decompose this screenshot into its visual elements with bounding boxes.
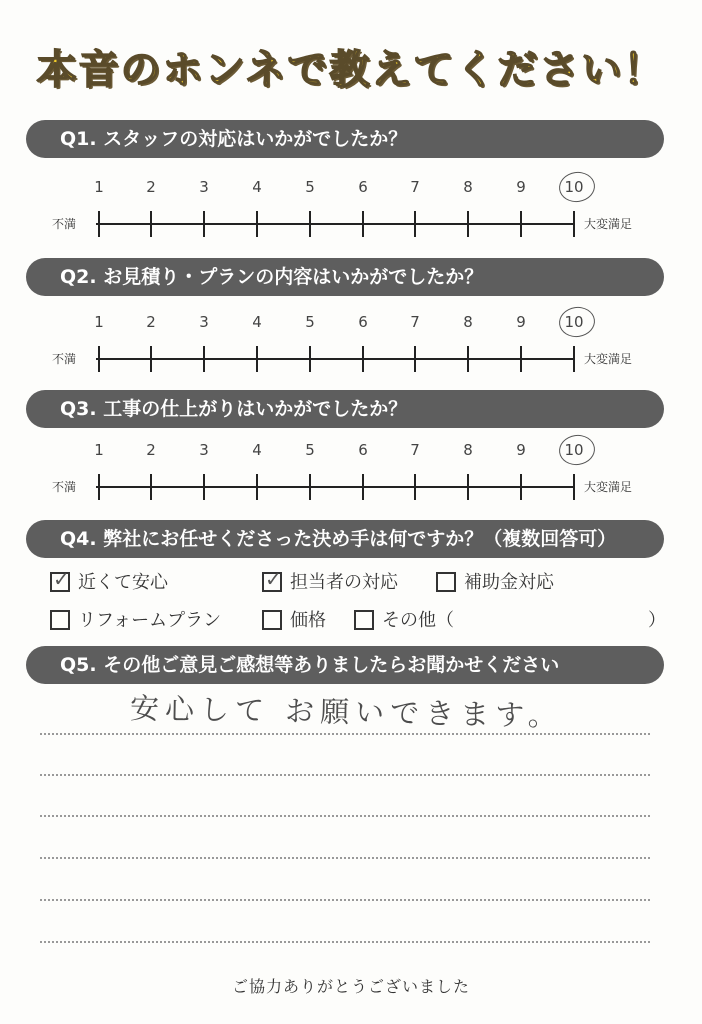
scale-number-8[interactable]: 8	[463, 441, 473, 459]
scale-number-10[interactable]: 10	[564, 313, 584, 331]
handwritten-answer: 安心して お願いできます。	[129, 691, 564, 733]
scale-number-10[interactable]: 10	[564, 441, 584, 459]
scale-number-7[interactable]: 7	[410, 313, 420, 331]
answer-line	[40, 774, 650, 776]
scale-tick	[256, 346, 258, 372]
checkbox[interactable]	[50, 567, 70, 592]
scale-tick	[573, 346, 575, 372]
checkbox[interactable]	[436, 572, 456, 592]
scale-tick	[203, 474, 205, 500]
scale-number-7[interactable]: 7	[410, 441, 420, 459]
option-label: 担当者の対応	[290, 572, 398, 593]
question-5-header: Q5. その他ご意見ご感想等ありましたらお聞かせください	[26, 646, 664, 684]
scale-tick	[150, 211, 152, 237]
scale-number-5[interactable]: 5	[305, 178, 315, 196]
scale-tick	[467, 211, 469, 237]
option-label: 価格	[290, 610, 326, 631]
scale-tick	[203, 346, 205, 372]
checkbox[interactable]	[262, 567, 282, 592]
scale-number-1[interactable]: 1	[94, 313, 104, 331]
scale-number-8[interactable]: 8	[463, 178, 473, 196]
checkbox[interactable]	[50, 610, 70, 630]
scale-tick	[98, 211, 100, 237]
option-staff-response[interactable]	[262, 568, 398, 594]
scale-tick	[150, 474, 152, 500]
scale-left-label: 不満	[52, 217, 77, 231]
scale-right-label: 大変満足	[584, 480, 633, 494]
scale-number-2[interactable]: 2	[146, 313, 156, 331]
scale-number-7[interactable]: 7	[410, 178, 420, 196]
check-mark-icon: ✓	[53, 567, 70, 591]
scale-number-5[interactable]: 5	[305, 441, 315, 459]
scale-left-label: 不満	[52, 480, 77, 494]
option-label: 補助金対応	[464, 572, 554, 593]
question-4-header: Q4. 弊社にお任せくださった決め手は何ですか？（複数回答可）	[26, 520, 664, 558]
scale-tick	[98, 474, 100, 500]
scale-number-4[interactable]: 4	[252, 313, 262, 331]
scale-number-5[interactable]: 5	[305, 313, 315, 331]
scale-line	[96, 358, 574, 360]
scale-tick	[414, 474, 416, 500]
scale-number-6[interactable]: 6	[358, 441, 368, 459]
scale-tick	[309, 474, 311, 500]
scale-number-4[interactable]: 4	[252, 441, 262, 459]
other-close-paren: ）	[648, 610, 666, 631]
rating-scale-q1	[0, 178, 702, 268]
answer-line	[40, 941, 650, 943]
scale-number-9[interactable]: 9	[516, 178, 526, 196]
scale-tick	[309, 211, 311, 237]
answer-line	[40, 815, 650, 817]
scale-tick	[573, 211, 575, 237]
checkbox[interactable]	[354, 610, 374, 630]
scale-number-3[interactable]: 3	[199, 313, 209, 331]
scale-tick	[309, 346, 311, 372]
scale-line	[96, 486, 574, 488]
scale-tick	[362, 346, 364, 372]
scale-tick	[467, 346, 469, 372]
scale-number-2[interactable]: 2	[146, 441, 156, 459]
scale-number-4[interactable]: 4	[252, 178, 262, 196]
option-subsidy[interactable]	[436, 568, 554, 594]
option-price[interactable]	[262, 606, 326, 632]
scale-number-1[interactable]: 1	[94, 441, 104, 459]
option-other[interactable]	[354, 606, 454, 632]
scale-tick	[98, 346, 100, 372]
scale-right-label: 大変満足	[584, 352, 633, 366]
answer-line	[40, 857, 650, 859]
scale-number-6[interactable]: 6	[358, 178, 368, 196]
scale-number-6[interactable]: 6	[358, 313, 368, 331]
check-mark-icon: ✓	[265, 567, 282, 591]
question-3-header: Q3. 工事の仕上がりはいかがでしたか？	[26, 390, 664, 428]
scale-left-label: 不満	[52, 352, 77, 366]
scale-right-label: 大変満足	[584, 217, 633, 231]
scale-tick	[414, 211, 416, 237]
question-1-header: Q1. スタッフの対応はいかがでしたか？	[26, 120, 664, 158]
scale-tick	[203, 211, 205, 237]
scale-tick	[467, 474, 469, 500]
scale-tick	[362, 211, 364, 237]
answer-line	[40, 733, 650, 735]
scale-tick	[256, 474, 258, 500]
page-title: 本音のホンネで教えてください！	[36, 47, 666, 93]
scale-tick	[256, 211, 258, 237]
footer-thanks: ご協力ありがとうございました	[231, 977, 470, 996]
scale-number-10[interactable]: 10	[564, 178, 584, 196]
scale-number-3[interactable]: 3	[199, 178, 209, 196]
scale-tick	[520, 346, 522, 372]
scale-number-8[interactable]: 8	[463, 313, 473, 331]
scale-line	[96, 223, 574, 225]
rating-scale-q3	[0, 441, 702, 531]
scale-tick	[150, 346, 152, 372]
option-label: リフォームプラン	[78, 610, 222, 631]
checkbox[interactable]	[262, 610, 282, 630]
scale-tick	[520, 211, 522, 237]
option-near-and-safe[interactable]	[50, 568, 168, 594]
scale-tick	[414, 346, 416, 372]
option-reform-plan[interactable]	[50, 606, 221, 632]
scale-tick	[362, 474, 364, 500]
scale-number-2[interactable]: 2	[146, 178, 156, 196]
question-2-header: Q2. お見積り・プランの内容はいかがでしたか？	[26, 258, 664, 296]
option-label: 近くて安心	[78, 572, 168, 593]
scale-number-9[interactable]: 9	[516, 313, 526, 331]
scale-tick	[520, 474, 522, 500]
answer-line	[40, 899, 650, 901]
scale-number-3[interactable]: 3	[199, 441, 209, 459]
scale-number-1[interactable]: 1	[94, 178, 104, 196]
option-label: その他（	[382, 610, 454, 631]
scale-tick	[573, 474, 575, 500]
scale-number-9[interactable]: 9	[516, 441, 526, 459]
